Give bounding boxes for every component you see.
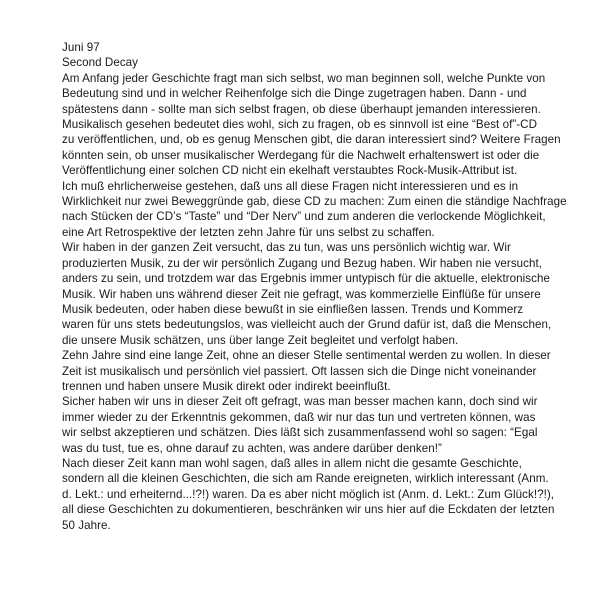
body-line: waren für uns stets bedeutungslos, was vielleicht auch der Grund dafür ist, daß die Menschen, <box>62 318 552 332</box>
body-line: immer wieder zu der Erkenntnis gekommen, daß wir nur das tun und vertreten können, was <box>62 410 536 424</box>
document-body <box>62 40 592 533</box>
body-line: Zehn Jahre sind eine lange Zeit, ohne an dieser Stelle sentimental werden zu wollen. In dieser <box>62 349 551 363</box>
body-line: die unsere Musik schätzen, uns über lange Zeit begleitet und verfolgt haben. <box>62 333 459 347</box>
body-line: Musik bedeuten, oder haben diese bewußt in sie einfließen lassen. Trends und Kommerz <box>62 302 524 316</box>
body-line: sondern all die kleinen Geschichten, die sich am Rande ereigneten, wirklich interessant (Anm. <box>62 472 549 486</box>
body-line: eine Art Retrospektive der letzten zehn Jahre für uns selbst zu schaffen. <box>62 225 435 239</box>
body-line: Musik. Wir haben uns während dieser Zeit nie gefragt, was kommerzielle Einflüße für unsere <box>62 287 541 301</box>
body-line: d. Lekt.: und erheiternd...!?!) waren. Da es aber nicht möglich ist (Anm. d. Lekt.: Zum Glück!?!), <box>62 487 555 501</box>
body-line: könnten sein, ob unser musikalischer Werdegang für die Nachwelt erhaltenswert ist oder die <box>62 148 540 162</box>
body-line: was du tust, tue es, ohne darauf zu achten, was andere darüber denken!” <box>62 441 442 455</box>
body-line: Wir haben in der ganzen Zeit versucht, das zu tun, was uns persönlich wichtig war. Wir <box>62 241 511 255</box>
body-line: zu veröffentlichen, und, ob es genug Menschen gibt, die daran interessiert sind? Weitere Fragen <box>62 133 561 147</box>
body-line: Veröffentlichung einer solchen CD nicht ein ekelhaft verstaubtes Rock-Musik-Attribut ist. <box>62 164 518 178</box>
body-line: 50 Jahre. <box>62 518 111 532</box>
document-title: Second Decay <box>62 56 139 70</box>
body-line: Bedeutung sind und in welcher Reihenfolge sich die Dinge zugetragen haben. Dann - und <box>62 87 527 101</box>
body-line: produzierten Musik, zu der wir persönlich Zugang und Bezug haben. Wir haben nie versucht, <box>62 256 543 270</box>
document-date: Juni 97 <box>62 41 100 54</box>
body-line: Ich muß ehrlicherweise gestehen, daß uns all diese Fragen nicht interessieren und es in <box>62 179 519 193</box>
body-line: anders zu sein, und trotzdem war das Ergebnis immer untypisch für die aktuelle, elektronische <box>62 272 550 286</box>
body-line: Nach dieser Zeit kann man wohl sagen, daß alles in allem nicht die gesamte Geschichte, <box>62 456 522 470</box>
body-line: Zeit ist musikalisch und persönlich viel passiert. Oft lassen sich die Dinge nicht voneinander <box>62 364 537 378</box>
body-line: Am Anfang jeder Geschichte fragt man sich selbst, wo man beginnen soll, welche Punkte von <box>62 71 546 85</box>
body-line: Wirklichkeit nur zwei Beweggründe gab, diese CD zu machen: Zum einen die ständige Nachfrage <box>62 195 567 209</box>
body-line: nach Stücken der CD’s “Taste” und “Der Nerv” und zum anderen die verlockende Möglichkeit, <box>62 210 546 224</box>
body-line: wir selbst akzeptieren und schätzen. Dies läßt sich zusammenfassend wohl so sagen: “Egal <box>62 426 538 440</box>
body-line: all diese Geschichten zu dokumentieren, beschränken wir uns hier auf die Eckdaten der letzten <box>62 503 555 517</box>
body-line: Sicher haben wir uns in dieser Zeit oft gefragt, was man besser machen kann, doch sind wir <box>62 395 538 409</box>
body-line: Musikalisch gesehen bedeutet dies wohl, sich zu fragen, ob es sinnvoll ist eine “Best of”-CD <box>62 118 538 132</box>
body-line: spätestens dann - sollte man sich selbst fragen, ob diese überhaupt jemanden interessieren. <box>62 102 541 116</box>
body-line: trennen und haben unsere Musik direkt oder indirekt beeinflußt. <box>62 379 391 393</box>
